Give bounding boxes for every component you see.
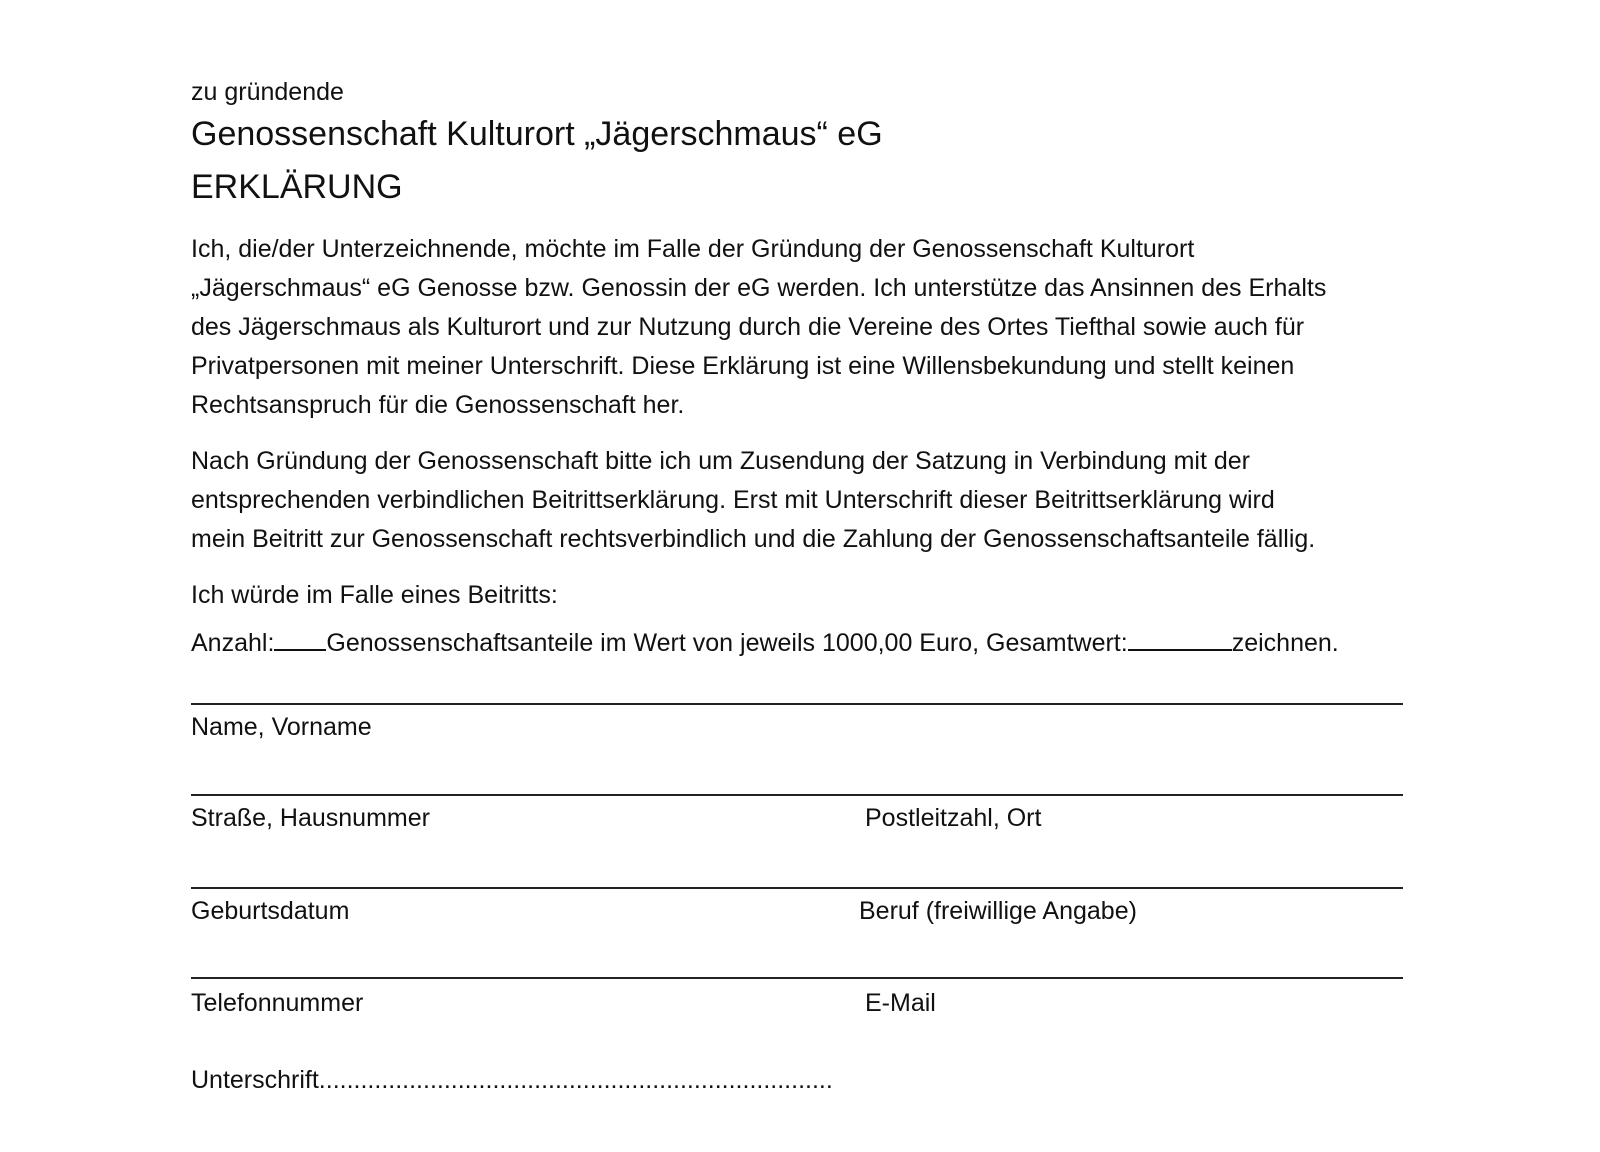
phone-label: Telefonnummer (191, 989, 364, 1017)
paragraph-line: Ich, die/der Unterzeichnende, möchte im Falle der Gründung der Genossenschaft Kulturort (191, 235, 1195, 263)
paragraph-line: Nach Gründung der Genossenschaft bitte ich um Zusendung der Satzung in Verbindung mit der (191, 447, 1250, 475)
signature-line[interactable]: Unterschrift.......................................................................... (191, 1066, 833, 1094)
share-subscription-line (191, 627, 1339, 658)
share-count-label: Anzahl: (191, 629, 275, 657)
street-label: Straße, Hausnummer (191, 804, 430, 832)
declaration-title: ERKLÄRUNG (191, 168, 403, 206)
name-entry-line[interactable] (191, 703, 1403, 705)
paragraph-line: Ich würde im Falle eines Beitritts: (191, 581, 558, 609)
total-value-blank[interactable] (1128, 627, 1232, 651)
paragraph-line: des Jägerschmaus als Kulturort und zur Nutzung durch die Vereine des Ortes Tiefthal sowie auch für (191, 313, 1305, 341)
name-label: Name, Vorname (191, 713, 372, 741)
contact-entry-line[interactable] (191, 977, 1403, 979)
paragraph-line: Privatpersonen mit meiner Unterschrift. Diese Erklärung ist eine Willensbekundung und stellt keinen (191, 352, 1295, 380)
paragraph-line: Rechtsanspruch für die Genossenschaft her. (191, 391, 685, 419)
organization-title: Genossenschaft Kulturort „Jägerschmaus“ eG (191, 115, 883, 153)
address-entry-line[interactable] (191, 794, 1403, 796)
pre-title: zu gründende (191, 78, 344, 106)
birthdate-label: Geburtsdatum (191, 897, 350, 925)
share-end-text: zeichnen. (1231, 629, 1339, 657)
declaration-document (191, 0, 1521, 1152)
paragraph-line: entsprechenden verbindlichen Beitrittserklärung. Erst mit Unterschrift dieser Beitrittserklärung wird (191, 486, 1275, 514)
paragraph-line: „Jägerschmaus“ eG Genosse bzw. Genossin der eG werden. Ich unterstütze das Ansinnen des Erhalts (191, 274, 1327, 302)
membership-paragraph (191, 442, 1471, 559)
intent-paragraph (191, 576, 1471, 615)
intro-paragraph (191, 230, 1471, 425)
paragraph-line: mein Beitritt zur Genossenschaft rechtsverbindlich und die Zahlung der Genossenschaftsanteile fällig. (191, 525, 1316, 553)
share-middle-text: Genossenschaftsanteile im Wert von jeweils 1000,00 Euro, Gesamtwert: (326, 629, 1128, 657)
share-count-blank[interactable] (274, 627, 326, 651)
email-label: E-Mail (865, 989, 936, 1017)
birth-job-entry-line[interactable] (191, 887, 1403, 889)
occupation-label: Beruf (freiwillige Angabe) (859, 897, 1137, 925)
postal-code-label: Postleitzahl, Ort (865, 804, 1042, 832)
